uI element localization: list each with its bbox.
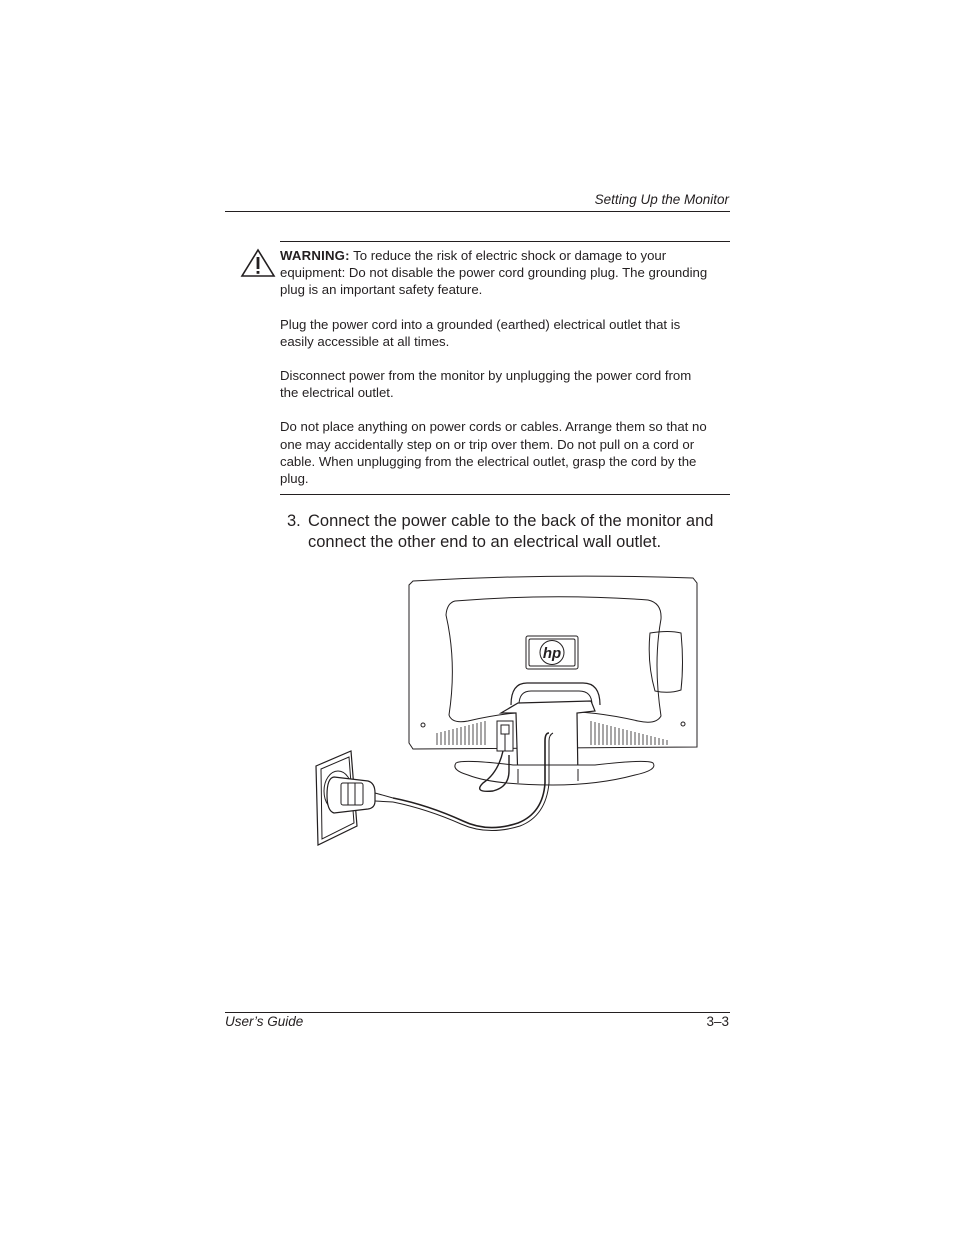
footer-rule bbox=[225, 1012, 730, 1013]
warning-paragraph-grounded-outlet: Plug the power cord into a grounded (earthed) electrical outlet that is easily accessible at all times. bbox=[280, 316, 681, 349]
footer-guide-title: User’s Guide bbox=[225, 1014, 304, 1029]
warning-block bbox=[280, 247, 710, 504]
step-number: 3. bbox=[287, 512, 301, 530]
warning-triangle-icon bbox=[240, 248, 276, 278]
warning-paragraph-cords: Do not place anything on power cords or cables. Arrange them so that no one may accidentally step on or trip over them. Do not pull on a cord or cable. When unplugging from the electrical outlet, grasp the cord by the plug. bbox=[280, 419, 707, 487]
plug bbox=[327, 777, 375, 813]
warning-lead-paragraph bbox=[280, 247, 710, 299]
warning-paragraph-disconnect: Disconnect power from the monitor by unplugging the power cord from the electrical outlet. bbox=[280, 368, 692, 401]
warning-top-rule bbox=[280, 241, 730, 242]
running-header: Setting Up the Monitor bbox=[594, 192, 729, 207]
hp-logo-text: hp bbox=[542, 645, 562, 662]
warning-label: WARNING: bbox=[280, 248, 350, 263]
warning-bottom-rule bbox=[280, 494, 730, 495]
page-number: 3–3 bbox=[706, 1014, 729, 1029]
monitor-power-cable-illustration bbox=[313, 573, 698, 848]
instruction-step bbox=[287, 511, 737, 552]
step-text: Connect the power cable to the back of the monitor and connect the other end to an electrical wall outlet. bbox=[308, 512, 714, 551]
warning-lead-text: To reduce the risk of electric shock or damage to your equipment: Do not disable the power cord grounding plug. The grounding plug is an important safety feature. bbox=[280, 248, 708, 298]
header-rule bbox=[225, 211, 730, 212]
